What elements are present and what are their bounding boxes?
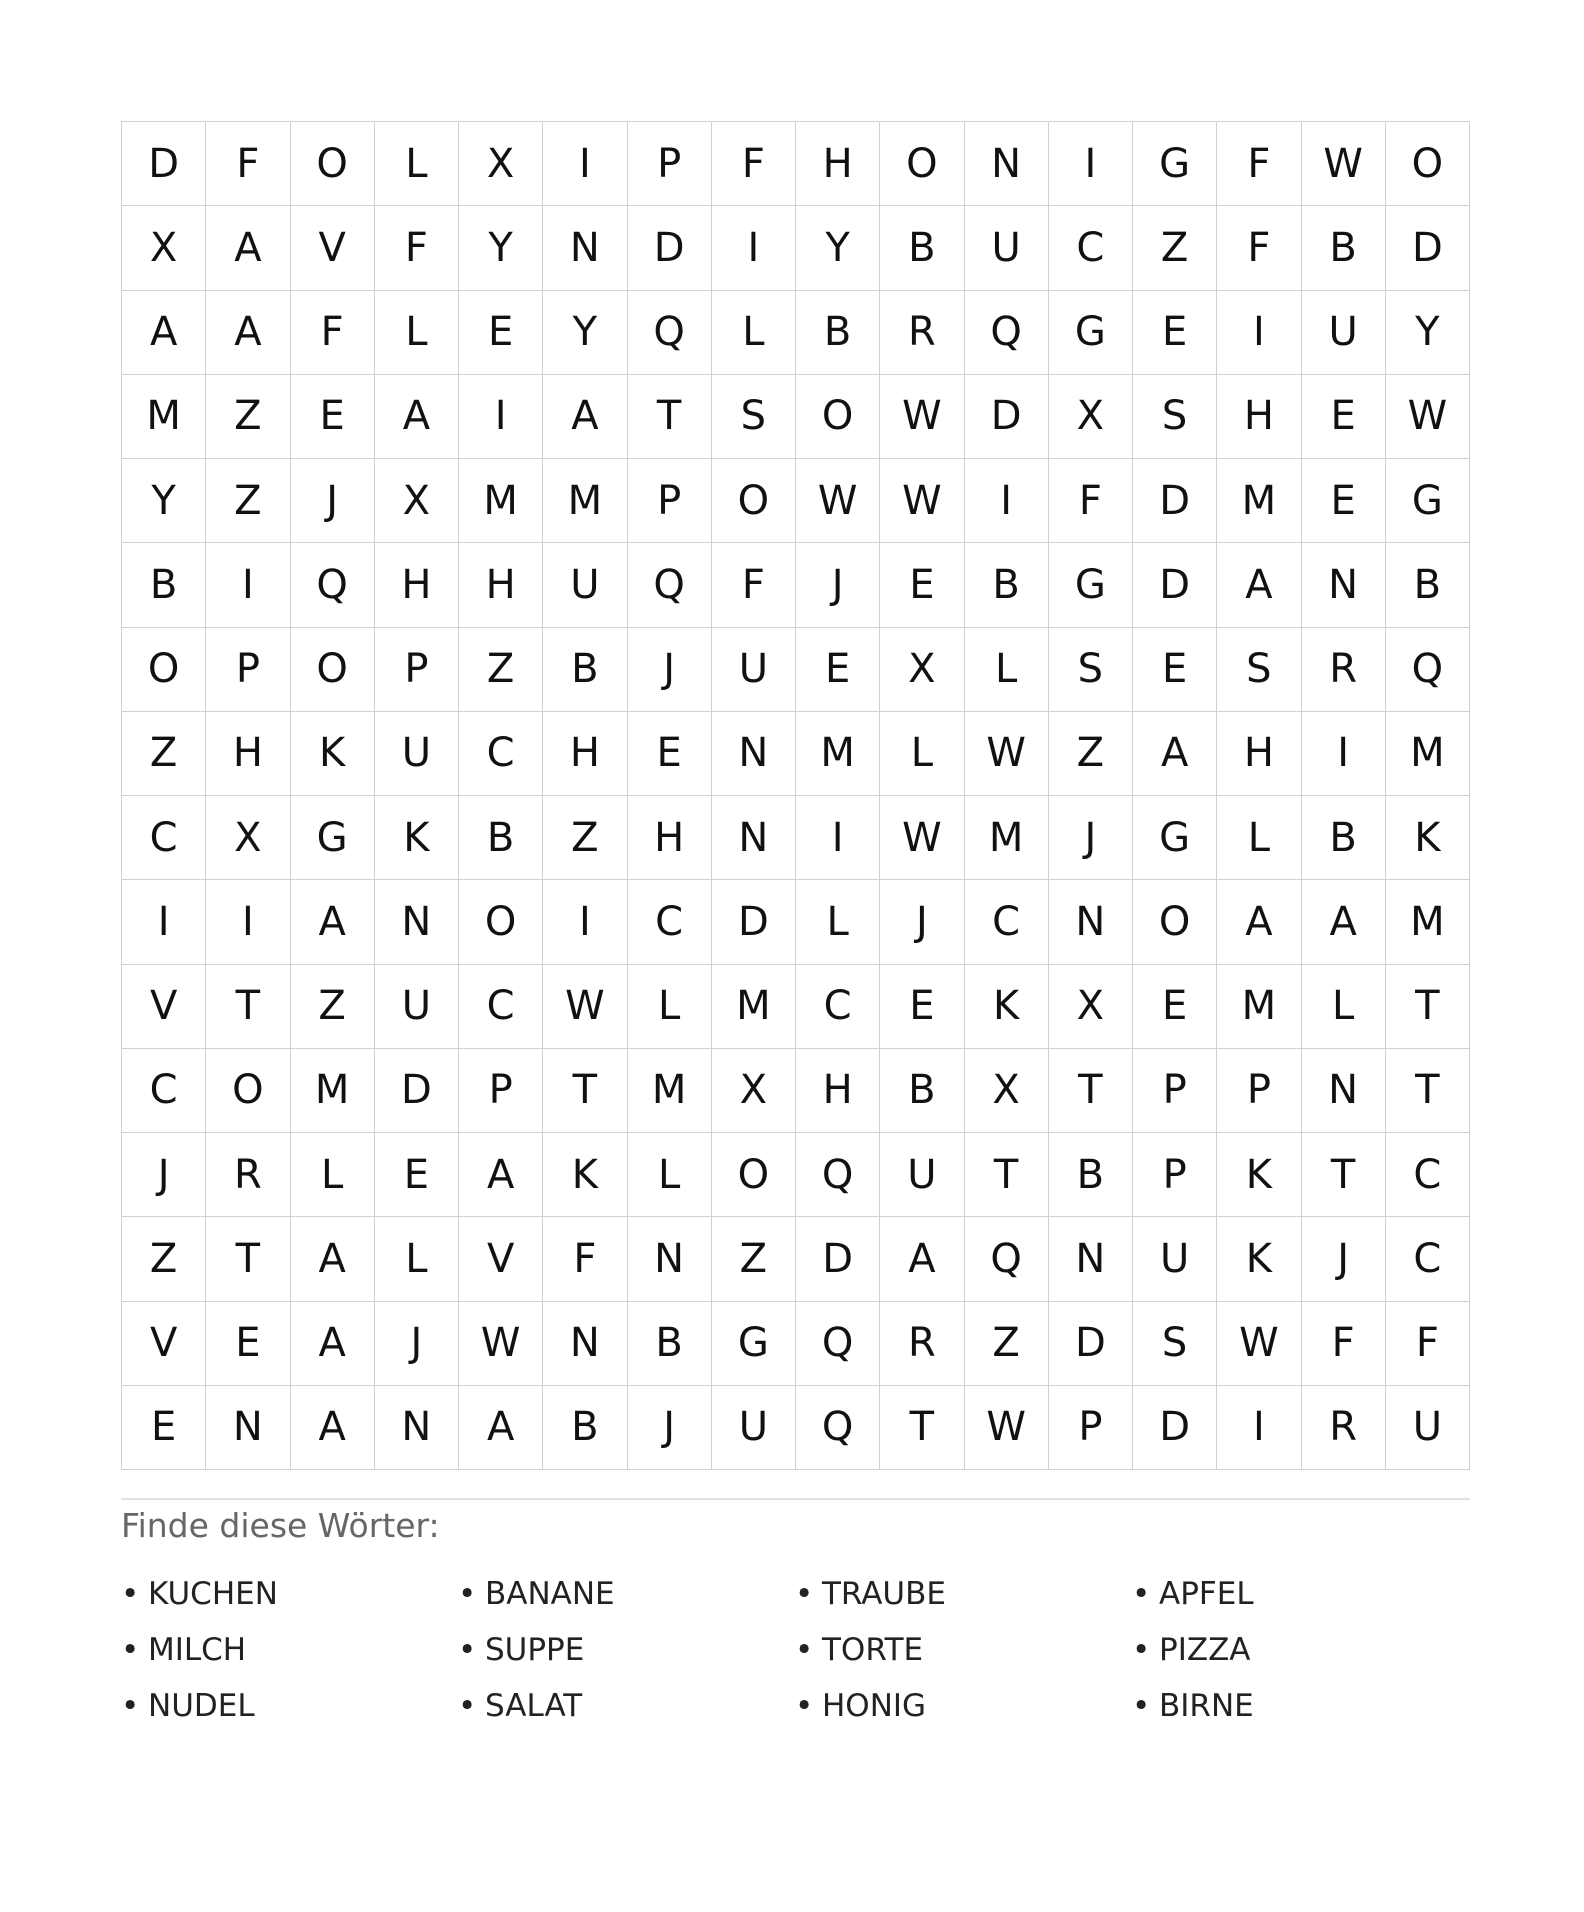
grid-cell[interactable]: O	[459, 880, 543, 964]
grid-cell[interactable]: P	[628, 122, 712, 206]
grid-cell[interactable]: D	[375, 1049, 459, 1133]
grid-cell[interactable]: B	[1302, 206, 1386, 290]
grid-cell[interactable]: J	[628, 628, 712, 712]
grid-cell[interactable]: U	[880, 1133, 964, 1217]
grid-cell[interactable]: L	[375, 122, 459, 206]
grid-cell[interactable]: E	[796, 628, 880, 712]
grid-cell[interactable]: O	[291, 628, 375, 712]
bullet-icon: •	[121, 1632, 140, 1668]
word-label: BIRNE	[1159, 1688, 1254, 1724]
grid-cell[interactable]: B	[1386, 543, 1470, 627]
grid-cell[interactable]: A	[291, 1217, 375, 1301]
grid-cell[interactable]: N	[1302, 543, 1386, 627]
word-item	[121, 1566, 458, 1622]
grid-cell[interactable]: O	[1386, 122, 1470, 206]
grid-cell[interactable]: R	[206, 1133, 290, 1217]
grid-cell[interactable]: H	[796, 122, 880, 206]
grid-cell[interactable]: B	[543, 628, 627, 712]
grid-cell[interactable]: O	[796, 375, 880, 459]
grid-cell[interactable]: R	[880, 291, 964, 375]
word-label: TORTE	[822, 1632, 924, 1668]
grid-cell[interactable]: N	[206, 1386, 290, 1470]
grid-cell[interactable]: V	[122, 1302, 206, 1386]
grid-cell[interactable]: I	[122, 880, 206, 964]
grid-cell[interactable]: O	[1133, 880, 1217, 964]
grid-cell[interactable]: N	[1049, 1217, 1133, 1301]
grid-cell[interactable]: L	[880, 712, 964, 796]
grid-cell[interactable]: H	[206, 712, 290, 796]
grid-cell[interactable]: M	[712, 965, 796, 1049]
grid-cell[interactable]: M	[459, 459, 543, 543]
grid-cell[interactable]: G	[1133, 796, 1217, 880]
grid-cell[interactable]: C	[122, 796, 206, 880]
word-label: PIZZA	[1159, 1632, 1251, 1668]
grid-cell[interactable]: E	[291, 375, 375, 459]
word-item	[1132, 1678, 1469, 1734]
grid-cell[interactable]: K	[1217, 1133, 1301, 1217]
grid-cell[interactable]: L	[796, 880, 880, 964]
grid-cell[interactable]: T	[965, 1133, 1049, 1217]
grid-cell[interactable]: E	[628, 712, 712, 796]
grid-cell[interactable]: L	[1217, 796, 1301, 880]
grid-cell[interactable]: H	[543, 712, 627, 796]
grid-cell[interactable]: P	[1049, 1386, 1133, 1470]
grid-cell[interactable]: M	[543, 459, 627, 543]
grid-cell[interactable]: W	[543, 965, 627, 1049]
grid-cell[interactable]: M	[796, 712, 880, 796]
word-item	[458, 1622, 795, 1678]
grid-cell[interactable]: E	[122, 1386, 206, 1470]
grid-cell[interactable]: G	[1049, 291, 1133, 375]
grid-cell[interactable]: P	[1133, 1133, 1217, 1217]
grid-cell[interactable]: B	[122, 543, 206, 627]
grid-cell[interactable]: D	[1049, 1302, 1133, 1386]
word-item	[121, 1622, 458, 1678]
grid-cell[interactable]: O	[291, 122, 375, 206]
grid-cell[interactable]: V	[459, 1217, 543, 1301]
word-item	[1132, 1566, 1469, 1622]
grid-cell[interactable]: A	[206, 291, 290, 375]
grid-cell[interactable]: R	[1302, 1386, 1386, 1470]
grid-cell[interactable]: C	[796, 965, 880, 1049]
grid-cell[interactable]: W	[796, 459, 880, 543]
grid-cell[interactable]: A	[122, 291, 206, 375]
grid-cell[interactable]: Z	[1049, 712, 1133, 796]
grid-cell[interactable]: Z	[122, 712, 206, 796]
grid-cell[interactable]: X	[122, 206, 206, 290]
bullet-icon: •	[458, 1632, 477, 1668]
grid-cell[interactable]: X	[375, 459, 459, 543]
grid-cell[interactable]: F	[291, 291, 375, 375]
grid-cell[interactable]: O	[712, 459, 796, 543]
grid-cell[interactable]: G	[1386, 459, 1470, 543]
grid-cell[interactable]: B	[628, 1302, 712, 1386]
grid-cell[interactable]: Y	[1386, 291, 1470, 375]
grid-cell[interactable]: P	[1133, 1049, 1217, 1133]
grid-cell[interactable]: Z	[206, 375, 290, 459]
bullet-icon: •	[121, 1576, 140, 1612]
bullet-icon: •	[1132, 1688, 1151, 1724]
word-label: KUCHEN	[148, 1576, 278, 1612]
grid-cell[interactable]: I	[712, 206, 796, 290]
grid-cell[interactable]: N	[965, 122, 1049, 206]
word-label: MILCH	[148, 1632, 247, 1668]
grid-cell[interactable]: I	[1302, 712, 1386, 796]
grid-cell[interactable]: O	[122, 628, 206, 712]
grid-cell[interactable]: Y	[796, 206, 880, 290]
grid-cell[interactable]: U	[543, 543, 627, 627]
grid-cell[interactable]: W	[880, 459, 964, 543]
grid-cell[interactable]: E	[206, 1302, 290, 1386]
grid-cell[interactable]: W	[880, 796, 964, 880]
grid-cell[interactable]: Z	[965, 1302, 1049, 1386]
grid-cell[interactable]: A	[291, 1302, 375, 1386]
grid-cell[interactable]: I	[543, 880, 627, 964]
grid-cell[interactable]: W	[965, 712, 1049, 796]
grid-cell[interactable]: P	[206, 628, 290, 712]
grid-cell[interactable]: G	[712, 1302, 796, 1386]
grid-cell[interactable]: Z	[206, 459, 290, 543]
grid-cell[interactable]: A	[291, 880, 375, 964]
grid-cell[interactable]: T	[1386, 1049, 1470, 1133]
grid-cell[interactable]: B	[543, 1386, 627, 1470]
grid-cell[interactable]: C	[1386, 1133, 1470, 1217]
grid-cell[interactable]: W	[965, 1386, 1049, 1470]
grid-cell[interactable]: F	[206, 122, 290, 206]
grid-cell[interactable]: F	[543, 1217, 627, 1301]
grid-cell[interactable]: X	[712, 1049, 796, 1133]
grid-cell[interactable]: K	[965, 965, 1049, 1049]
grid-cell[interactable]: Q	[796, 1133, 880, 1217]
grid-cell[interactable]: T	[1302, 1133, 1386, 1217]
word-item	[1132, 1622, 1469, 1678]
grid-cell[interactable]: C	[1049, 206, 1133, 290]
grid-cell[interactable]: G	[1049, 543, 1133, 627]
grid-cell[interactable]: J	[291, 459, 375, 543]
word-item	[795, 1566, 1132, 1622]
grid-cell[interactable]: K	[1386, 796, 1470, 880]
word-label: TRAUBE	[822, 1576, 946, 1612]
grid-cell[interactable]: H	[375, 543, 459, 627]
grid-cell[interactable]: D	[1133, 543, 1217, 627]
word-label: HONIG	[822, 1688, 927, 1724]
grid-cell[interactable]: A	[1217, 543, 1301, 627]
grid-cell[interactable]: B	[965, 543, 1049, 627]
grid-cell[interactable]: F	[1217, 122, 1301, 206]
grid-cell[interactable]: I	[543, 122, 627, 206]
grid-cell[interactable]: L	[375, 1217, 459, 1301]
word-label: BANANE	[485, 1576, 615, 1612]
grid-cell[interactable]: F	[375, 206, 459, 290]
grid-cell[interactable]: D	[122, 122, 206, 206]
grid-cell[interactable]: D	[965, 375, 1049, 459]
grid-cell[interactable]: B	[459, 796, 543, 880]
grid-cell[interactable]: A	[880, 1217, 964, 1301]
grid-cell[interactable]: K	[291, 712, 375, 796]
grid-cell[interactable]: C	[965, 880, 1049, 964]
grid-cell[interactable]: B	[1302, 796, 1386, 880]
word-item	[121, 1678, 458, 1734]
bullet-icon: •	[458, 1688, 477, 1724]
grid-cell[interactable]: L	[712, 291, 796, 375]
grid-cell[interactable]: S	[712, 375, 796, 459]
grid-cell[interactable]: J	[1049, 796, 1133, 880]
grid-cell[interactable]: A	[375, 375, 459, 459]
grid-cell[interactable]: U	[712, 1386, 796, 1470]
grid-cell[interactable]: B	[796, 291, 880, 375]
grid-cell[interactable]: E	[1302, 459, 1386, 543]
grid-cell[interactable]: C	[122, 1049, 206, 1133]
grid-cell[interactable]: B	[1049, 1133, 1133, 1217]
grid-cell[interactable]: I	[1217, 1386, 1301, 1470]
grid-cell[interactable]: M	[628, 1049, 712, 1133]
grid-cell[interactable]: L	[1302, 965, 1386, 1049]
grid-cell[interactable]: Y	[543, 291, 627, 375]
grid-cell[interactable]: A	[543, 375, 627, 459]
grid-cell[interactable]: A	[459, 1386, 543, 1470]
grid-cell[interactable]: A	[291, 1386, 375, 1470]
grid-cell[interactable]: V	[122, 965, 206, 1049]
grid-cell[interactable]: U	[375, 965, 459, 1049]
grid-cell[interactable]: Y	[459, 206, 543, 290]
grid-cell[interactable]: E	[375, 1133, 459, 1217]
grid-cell[interactable]: Z	[712, 1217, 796, 1301]
grid-cell[interactable]: B	[880, 1049, 964, 1133]
grid-cell[interactable]: D	[712, 880, 796, 964]
grid-cell[interactable]: C	[628, 880, 712, 964]
grid-cell[interactable]: J	[880, 880, 964, 964]
grid-cell[interactable]: H	[459, 543, 543, 627]
grid-cell[interactable]: O	[880, 122, 964, 206]
grid-cell[interactable]: J	[1302, 1217, 1386, 1301]
grid-cell[interactable]: E	[1133, 291, 1217, 375]
grid-cell[interactable]: E	[1133, 628, 1217, 712]
grid-cell[interactable]: P	[628, 459, 712, 543]
bullet-icon: •	[1132, 1632, 1151, 1668]
grid-cell[interactable]: Q	[796, 1386, 880, 1470]
bullet-icon: •	[795, 1576, 814, 1612]
grid-cell[interactable]: N	[1049, 880, 1133, 964]
grid-cell[interactable]: I	[206, 880, 290, 964]
grid-cell[interactable]: Z	[122, 1217, 206, 1301]
grid-cell[interactable]: F	[1302, 1302, 1386, 1386]
word-list	[121, 1566, 1470, 1734]
grid-cell[interactable]: I	[206, 543, 290, 627]
word-label: NUDEL	[148, 1688, 255, 1724]
word-item	[458, 1566, 795, 1622]
grid-cell[interactable]: J	[628, 1386, 712, 1470]
grid-cell[interactable]: X	[1049, 965, 1133, 1049]
grid-cell[interactable]: L	[628, 1133, 712, 1217]
grid-cell[interactable]: E	[1302, 375, 1386, 459]
grid-cell[interactable]: F	[1049, 459, 1133, 543]
grid-cell[interactable]: U	[375, 712, 459, 796]
grid-cell[interactable]: I	[459, 375, 543, 459]
grid-cell[interactable]: P	[375, 628, 459, 712]
grid-cell[interactable]: L	[291, 1133, 375, 1217]
bullet-icon: •	[795, 1632, 814, 1668]
grid-cell[interactable]: U	[1133, 1217, 1217, 1301]
grid-cell[interactable]: D	[796, 1217, 880, 1301]
grid-cell[interactable]: A	[459, 1133, 543, 1217]
grid-cell[interactable]: K	[1217, 1217, 1301, 1301]
grid-cell[interactable]: O	[712, 1133, 796, 1217]
divider	[121, 1498, 1470, 1500]
grid-cell[interactable]: I	[796, 796, 880, 880]
grid-cell[interactable]: I	[1217, 291, 1301, 375]
grid-cell[interactable]: Z	[543, 796, 627, 880]
grid-cell[interactable]: V	[291, 206, 375, 290]
grid-cell[interactable]: H	[796, 1049, 880, 1133]
grid-cell[interactable]: C	[459, 965, 543, 1049]
grid-cell[interactable]: U	[712, 628, 796, 712]
grid-cell[interactable]: T	[1386, 965, 1470, 1049]
grid-cell[interactable]: F	[712, 122, 796, 206]
bullet-icon: •	[458, 1576, 477, 1612]
grid-cell[interactable]: Y	[122, 459, 206, 543]
grid-cell[interactable]: R	[1302, 628, 1386, 712]
grid-cell[interactable]: W	[1386, 375, 1470, 459]
word-item	[795, 1622, 1132, 1678]
grid-cell[interactable]: L	[965, 628, 1049, 712]
grid-cell[interactable]: U	[965, 206, 1049, 290]
grid-cell[interactable]: X	[1049, 375, 1133, 459]
grid-cell[interactable]: S	[1049, 628, 1133, 712]
grid-cell[interactable]: T	[880, 1386, 964, 1470]
word-item	[795, 1678, 1132, 1734]
grid-cell[interactable]: I	[1049, 122, 1133, 206]
grid-cell[interactable]: J	[122, 1133, 206, 1217]
grid-cell[interactable]: Q	[965, 291, 1049, 375]
word-label: SUPPE	[485, 1632, 585, 1668]
grid-cell[interactable]: W	[880, 375, 964, 459]
grid-cell[interactable]: N	[375, 1386, 459, 1470]
grid-cell[interactable]: N	[375, 880, 459, 964]
grid-cell[interactable]: Q	[291, 543, 375, 627]
word-item	[458, 1678, 795, 1734]
grid-cell[interactable]: N	[628, 1217, 712, 1301]
grid-cell[interactable]: X	[965, 1049, 1049, 1133]
bullet-icon: •	[121, 1688, 140, 1724]
grid-cell[interactable]: O	[206, 1049, 290, 1133]
grid-cell[interactable]: H	[1217, 375, 1301, 459]
grid-cell[interactable]: H	[1217, 712, 1301, 796]
grid-cell[interactable]: T	[206, 1217, 290, 1301]
bullet-icon: •	[1132, 1576, 1151, 1612]
grid-cell[interactable]: C	[459, 712, 543, 796]
grid-cell[interactable]: T	[206, 965, 290, 1049]
grid-cell[interactable]: B	[880, 206, 964, 290]
grid-cell[interactable]: U	[1302, 291, 1386, 375]
grid-cell[interactable]: W	[459, 1302, 543, 1386]
grid-cell[interactable]: F	[712, 543, 796, 627]
grid-cell[interactable]: M	[1217, 459, 1301, 543]
grid-cell[interactable]: I	[965, 459, 1049, 543]
word-label: SALAT	[485, 1688, 583, 1724]
grid-cell[interactable]: R	[880, 1302, 964, 1386]
grid-cell[interactable]: A	[206, 206, 290, 290]
grid-cell[interactable]: W	[1302, 122, 1386, 206]
grid-cell[interactable]: K	[375, 796, 459, 880]
grid-cell[interactable]: D	[1386, 206, 1470, 290]
grid-cell[interactable]: E	[880, 543, 964, 627]
grid-cell[interactable]: M	[1386, 880, 1470, 964]
grid-cell[interactable]: M	[291, 1049, 375, 1133]
grid-cell[interactable]: W	[1217, 1302, 1301, 1386]
grid-cell[interactable]: P	[1217, 1049, 1301, 1133]
grid-cell[interactable]: Q	[965, 1217, 1049, 1301]
grid-cell[interactable]: P	[459, 1049, 543, 1133]
grid-cell[interactable]: G	[291, 796, 375, 880]
bullet-icon: •	[795, 1688, 814, 1724]
grid-cell[interactable]: T	[628, 375, 712, 459]
grid-cell[interactable]: S	[1133, 1302, 1217, 1386]
grid-cell[interactable]: Q	[796, 1302, 880, 1386]
grid-cell[interactable]: X	[206, 796, 290, 880]
grid-cell[interactable]: T	[543, 1049, 627, 1133]
grid-cell[interactable]: D	[1133, 1386, 1217, 1470]
grid-cell[interactable]: D	[1133, 459, 1217, 543]
grid-cell[interactable]: M	[1217, 965, 1301, 1049]
grid-cell[interactable]: X	[459, 122, 543, 206]
grid-cell[interactable]: F	[1386, 1302, 1470, 1386]
grid-cell[interactable]: A	[1217, 880, 1301, 964]
grid-cell[interactable]: M	[1386, 712, 1470, 796]
grid-cell[interactable]: J	[375, 1302, 459, 1386]
grid-cell[interactable]: C	[1386, 1217, 1470, 1301]
grid-cell[interactable]: Q	[1386, 628, 1470, 712]
grid-cell[interactable]: Z	[291, 965, 375, 1049]
grid-cell[interactable]: K	[543, 1133, 627, 1217]
grid-cell[interactable]: N	[1302, 1049, 1386, 1133]
word-list-heading: Finde diese Wörter:	[121, 1506, 440, 1545]
grid-cell[interactable]: T	[1049, 1049, 1133, 1133]
word-label: APFEL	[1159, 1576, 1254, 1612]
grid-cell[interactable]: E	[880, 965, 964, 1049]
grid-cell[interactable]: U	[1386, 1386, 1470, 1470]
grid-cell[interactable]: A	[1133, 712, 1217, 796]
grid-cell[interactable]: M	[122, 375, 206, 459]
grid-cell[interactable]: A	[1302, 880, 1386, 964]
grid-cell[interactable]: N	[712, 712, 796, 796]
grid-cell[interactable]: J	[796, 543, 880, 627]
grid-cell[interactable]: Q	[628, 291, 712, 375]
grid-cell[interactable]: L	[375, 291, 459, 375]
grid-cell[interactable]: Z	[1133, 206, 1217, 290]
letter-grid	[121, 121, 1470, 1470]
grid-cell[interactable]: E	[1133, 965, 1217, 1049]
grid-cell[interactable]: E	[459, 291, 543, 375]
grid-cell[interactable]: N	[543, 206, 627, 290]
grid-cell[interactable]: L	[628, 965, 712, 1049]
grid-cell[interactable]: H	[628, 796, 712, 880]
grid-cell[interactable]: F	[1217, 206, 1301, 290]
grid-cell[interactable]: N	[543, 1302, 627, 1386]
grid-cell[interactable]: S	[1133, 375, 1217, 459]
grid-cell[interactable]: Z	[459, 628, 543, 712]
grid-cell[interactable]: Q	[628, 543, 712, 627]
grid-cell[interactable]: M	[965, 796, 1049, 880]
grid-cell[interactable]: G	[1133, 122, 1217, 206]
grid-cell[interactable]: D	[628, 206, 712, 290]
grid-cell[interactable]: N	[712, 796, 796, 880]
grid-cell[interactable]: X	[880, 628, 964, 712]
grid-cell[interactable]: S	[1217, 628, 1301, 712]
